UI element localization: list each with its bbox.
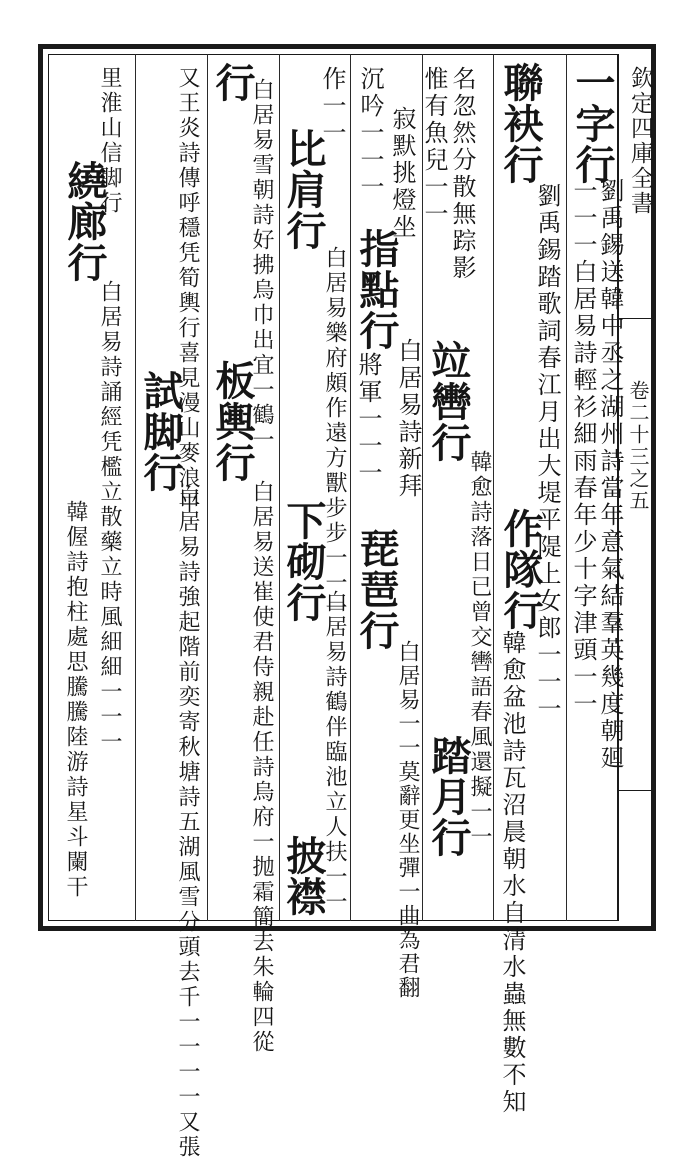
entry-heading: 竝轡行: [425, 340, 472, 463]
annotation-line: 又王炎詩傳呼穩凭筍輿行喜見漫山麥浪平: [175, 66, 200, 516]
entry-heading: 下砌行: [280, 500, 327, 623]
annotation-line: 白居易詩強起階前奕寄秋塘詩五湖風雪分頭去千一一一一又張: [175, 485, 200, 1160]
annotation-line: 白居易一一莫辭更坐彈一曲為君翻: [395, 640, 420, 1000]
annotation-line: 劉禹錫踏歌詞春江月出大堤平隄上女郎一一一: [533, 183, 561, 723]
entry-heading: 試脚行: [137, 370, 184, 493]
annotation-line: 作一一: [318, 66, 346, 147]
annotation-line: 寂默挑燈坐: [388, 106, 416, 241]
column-rule: [135, 54, 136, 921]
entry-heading: 比肩行: [280, 128, 327, 251]
entry-heading: 作隊行: [497, 508, 544, 631]
annotation-line: 韓愈盆池詩瓦沼晨朝水自清水蟲無數不知: [498, 630, 526, 1116]
annotation-line: 劉禹錫送韓中丞之湖州詩當年意氣結羣英幾度朝廻: [596, 178, 624, 772]
column-rule: [350, 54, 351, 921]
fishtail-mark-bottom: [618, 790, 651, 791]
annotation-line: 將軍一一一: [354, 352, 382, 487]
entry-heading: 一字行: [569, 62, 616, 185]
annotation-line: 惟有魚兒一一: [420, 66, 448, 228]
annotation-line: 白居易送崔使君侍親赴任詩烏府一抛霜簡去朱輪四從: [249, 480, 274, 1055]
entry-heading: 聯袂行: [497, 62, 544, 185]
entry-heading: 板輿行: [209, 360, 256, 483]
annotation-line: 沉吟一一一: [356, 66, 384, 201]
annotation-line: 白居易詩鶴伴臨池立人扶一一: [322, 590, 347, 915]
entry-heading: 繞廊行: [61, 160, 108, 283]
annotation-line: 里淮山信脚行: [97, 66, 122, 216]
annotation-line: 白居易詩誦經凭檻立散藥立時風細細一一一: [97, 280, 122, 755]
annotation-line: 韓偓詩抱柱處思騰騰陸游詩星斗闌干: [63, 500, 88, 900]
column-rule: [207, 54, 208, 921]
volume-label: 卷二十三之五: [626, 380, 650, 512]
annotation-line: 名忽然分散無踪影: [448, 66, 476, 282]
entry-heading: 琵琶行: [353, 528, 400, 651]
annotation-line: 白居易雪朝詩好拂烏巾出宜一鶴一: [249, 78, 274, 453]
annotation-line: 韓愈詩落日已曾交轡語春風還擬一一: [467, 450, 492, 850]
book-title: 欽定四庫全書: [627, 66, 653, 216]
column-rule: [566, 54, 567, 921]
annotation-line: 白居易樂府頗作遠方獸步步一一一: [322, 246, 347, 621]
entry-heading: 行: [209, 62, 256, 103]
annotation-line: 一一一白居易詩輕衫細雨春年少十字津頭一一: [569, 178, 597, 718]
annotation-line: 白居易詩新拜: [394, 338, 422, 500]
entry-heading: 指點行: [353, 228, 400, 351]
column-rule: [493, 54, 494, 921]
entry-heading: 踏月行: [425, 735, 472, 858]
entry-heading: 披襟: [280, 835, 327, 917]
text-column-1: [570, 62, 614, 185]
